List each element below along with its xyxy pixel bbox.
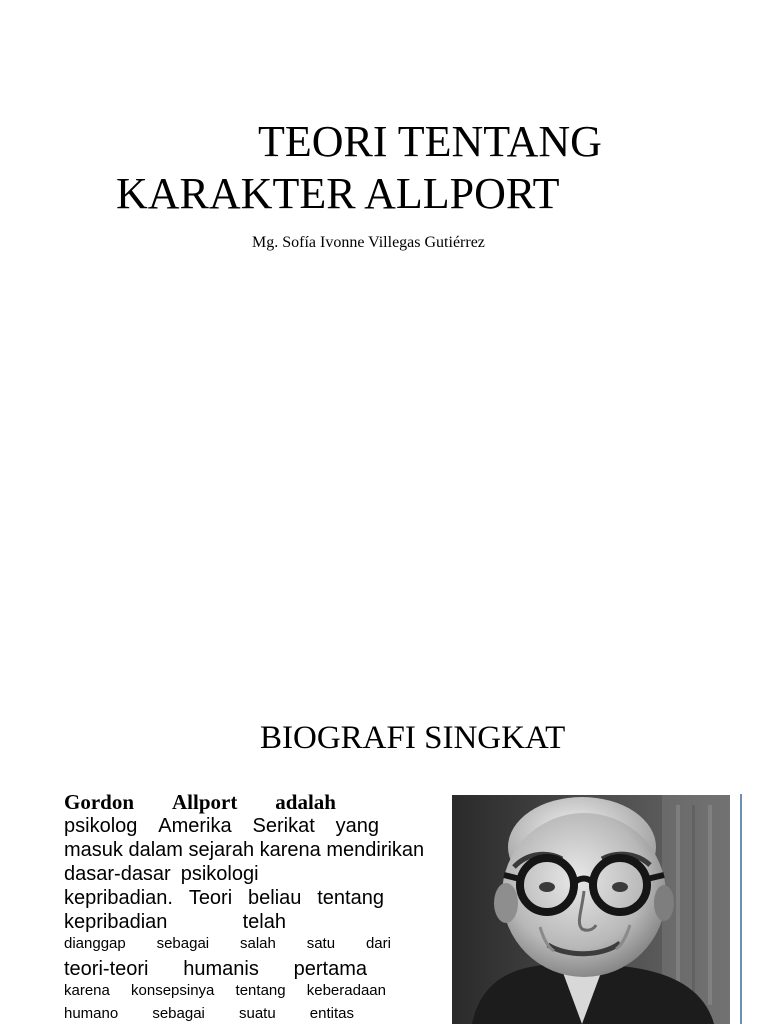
biography-slide: [0, 690, 768, 1024]
slide-edge-line: [740, 794, 742, 1024]
portrait-illustration: [452, 795, 730, 1024]
biography-heading: BIOGRAFI SINGKAT: [260, 720, 566, 756]
bio-line: psikolog Amerika Serikat yang: [64, 815, 379, 837]
bio-line: dasar-dasar psikologi: [64, 863, 259, 885]
bio-line: karena konsepsinya tentang keberadaan: [64, 982, 386, 999]
bio-line: Gordon Allport adalah: [64, 790, 336, 814]
title-line-1: TEORI TENTANG: [258, 117, 602, 166]
bio-line: masuk dalam sejarah karena mendirikan: [64, 839, 425, 861]
bio-line: humano sebagai suatu entitas: [64, 1005, 354, 1022]
portrait-photo: [452, 795, 730, 1024]
biography-text: [64, 790, 444, 1028]
bio-line: kepribadian telah: [64, 911, 286, 933]
bio-line: teori-teori humanis pertama: [64, 958, 367, 980]
bio-line: kepribadian. Teori beliau tentang: [64, 887, 384, 909]
title-line-2: KARAKTER ALLPORT: [116, 169, 560, 218]
author-name: Mg. Sofía Ivonne Villegas Gutiérrez: [252, 234, 485, 251]
bio-line: dianggap sebagai salah satu dari: [64, 935, 391, 952]
